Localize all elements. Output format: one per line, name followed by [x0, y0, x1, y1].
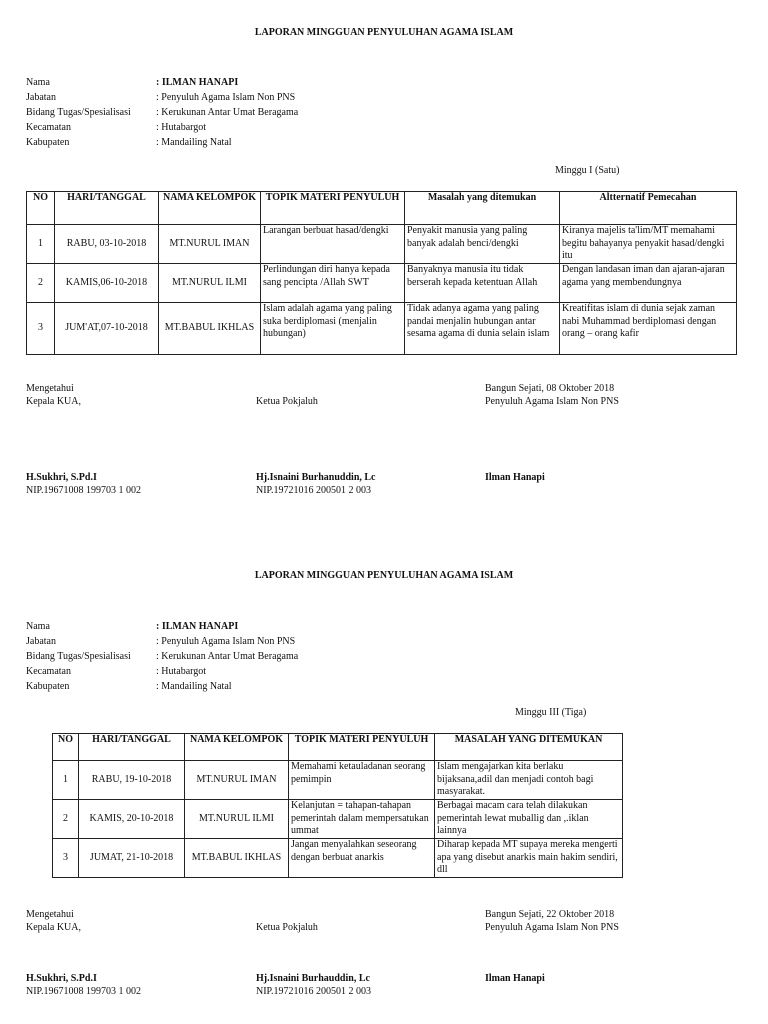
info-row-bidang: Bidang Tugas/Spesialisasi : Kerukunan Antar Umat Beragama: [26, 107, 299, 118]
table-row: 2 KAMIS, 20-10-2018 MT.NURUL ILMI Kelanjutan = tahapan-tahapan pemerintah dalam mempersatukan ummat Berbagai macam cara telah dilakukan pemerintah lewat muballig dan ,.iklan lainnya: [53, 800, 623, 839]
signer-name: H.Sukhri, S.Pd.I: [26, 973, 97, 984]
col-problem-header: MASALAH YANG DITEMUKAN: [435, 734, 623, 761]
report-title: LAPORAN MINGGUAN PENYULUHAN AGAMA ISLAM: [254, 27, 514, 38]
info-row-jabatan: Jabatan : Penyuluh Agama Islam Non PNS: [26, 92, 296, 103]
col-topic-header: TOPIK MATERI PENYULUH: [289, 734, 435, 761]
signer-kua: [26, 973, 141, 998]
signer-penyuluh: [485, 973, 545, 986]
report-title: LAPORAN MINGGUAN PENYULUHAN AGAMA ISLAM: [254, 570, 514, 581]
info-row-nama: Nama : ILMAN HANAPI: [26, 621, 239, 632]
table-row: 3 JUMAT, 21-10-2018 MT.BABUL IKHLAS Jangan menyalahkan seseorang dengan berbuat anarkis Diharap kepada MT supaya mereka mengerti apa yang disebut anarkis main hakim sendiri, dll: [53, 839, 623, 878]
signer-pokjaluh: [256, 472, 376, 497]
signer-name: Ilman Hanapi: [485, 973, 545, 984]
sign-left-block: Mengetahui Kepala KUA,: [26, 909, 81, 933]
table-row: 1 RABU, 19-10-2018 MT.NURUL IMAN Memahami ketauladanan seorang pemimpin Islam mengajarkan kita berlaku bijaksana,adil dan menjadi contoh bagi masyarakat.: [53, 761, 623, 800]
sign-left-block: Mengetahui Kepala KUA,: [26, 383, 81, 407]
table-header-row: [27, 192, 737, 225]
table-row: 1 RABU, 03-10-2018 MT.NURUL IMAN Larangan berbuat hasad/dengki Penyakit manusia yang paling banyak adalah benci/dengki Kiranya majelis ta'lim/MT memahami begitu bahayanya penyakit hasad/dengki itu: [27, 225, 737, 264]
week-label: Minggu III (Tiga): [515, 707, 587, 718]
info-row-kecamatan: Kecamatan : Hutabargot: [26, 666, 207, 677]
table-header-row: [53, 734, 623, 761]
signer-name: Hj.Isnaini Burhauddin, Lc: [256, 973, 370, 984]
signer-kua: [26, 472, 141, 497]
info-row-kabupaten: Kabupaten : Mandailing Natal: [26, 137, 232, 148]
signer-penyuluh: [485, 472, 545, 485]
signer-nip: NIP.19671008 199703 1 002: [26, 484, 142, 496]
info-row-jabatan: Jabatan : Penyuluh Agama Islam Non PNS: [26, 636, 296, 647]
sign-mid-title: Ketua Pokjaluh: [256, 922, 318, 933]
col-group-header: NAMA KELOMPOK: [159, 192, 261, 225]
col-solution-header: Altternatif Pemecahan: [560, 192, 737, 225]
col-date-header: HARI/TANGGAL: [79, 734, 185, 761]
table-row: 3 JUM'AT,07-10-2018 MT.BABUL IKHLAS Islam adalah agama yang paling suka berdiplomasi (menjalin hubungan) Tidak adanya agama yang paling pandai menjalin hubungan antar sesama agama di dunia selain islam Kreatifitas islam di dunia sejak zaman nabi Muhammad berdiplomasi dengan orang – orang kafir: [27, 303, 737, 355]
col-no-header: NO: [53, 734, 79, 761]
col-topic-header: TOPIK MATERI PENYULUH: [261, 192, 405, 225]
signer-nip: NIP.19671008 199703 1 002: [26, 985, 142, 997]
sign-mid-title: Ketua Pokjaluh: [256, 396, 318, 407]
signer-nip: NIP.19721016 200501 2 003: [256, 484, 372, 496]
info-row-nama: Nama : ILMAN HANAPI: [26, 77, 239, 88]
activity-table: [52, 733, 623, 878]
col-no-header: NO: [27, 192, 55, 225]
officer-info: [26, 621, 298, 696]
col-problem-header: Masalah yang ditemukan: [405, 192, 560, 225]
signer-name: Hj.Isnaini Burhanuddin, Lc: [256, 472, 376, 483]
sign-right-block: Bangun Sejati, 22 Oktober 2018 Penyuluh Agama Islam Non PNS: [485, 909, 619, 933]
activity-table: [26, 191, 737, 355]
info-row-kabupaten: Kabupaten : Mandailing Natal: [26, 681, 232, 692]
col-group-header: NAMA KELOMPOK: [185, 734, 289, 761]
signer-pokjaluh: [256, 973, 371, 998]
sign-right-block: Bangun Sejati, 08 Oktober 2018 Penyuluh Agama Islam Non PNS: [485, 383, 619, 407]
signer-name: H.Sukhri, S.Pd.I: [26, 472, 97, 483]
info-row-kecamatan: Kecamatan : Hutabargot: [26, 122, 207, 133]
officer-info: [26, 77, 298, 152]
col-date-header: HARI/TANGGAL: [55, 192, 159, 225]
signer-name: Ilman Hanapi: [485, 472, 545, 483]
table-row: 2 KAMIS,06-10-2018 MT.NURUL ILMI Perlindungan diri hanya kepada sang pencipta /Allah SWT Banyaknya manusia itu tidak berserah kepada ketentuan Allah Dengan landasan iman dan ajaran-ajaran agama yang membendungnya: [27, 264, 737, 303]
info-row-bidang: Bidang Tugas/Spesialisasi : Kerukunan Antar Umat Beragama: [26, 651, 299, 662]
signer-nip: NIP.19721016 200501 2 003: [256, 985, 372, 997]
week-label: Minggu I (Satu): [555, 165, 620, 176]
